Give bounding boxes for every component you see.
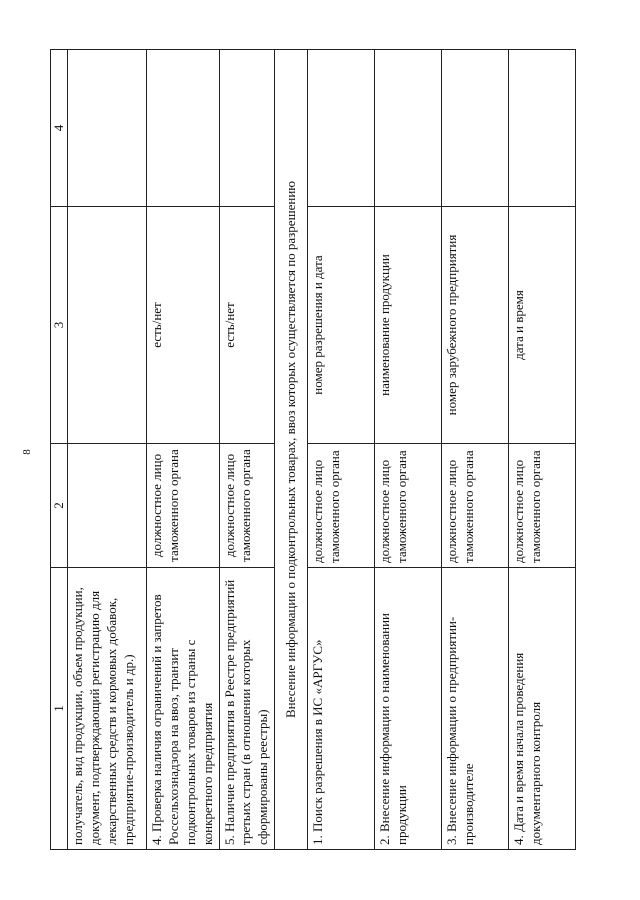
table-cell: 3. Внесение информации о предприятии-производителе bbox=[442, 568, 509, 850]
column-header: 4 bbox=[51, 50, 68, 207]
table-cell: 1. Поиск разрешения в ИС «АРГУС» bbox=[308, 568, 375, 850]
table-cell: 4. Проверка наличия ограничений и запретов Россельхознадзора на ввоз, транзит подконтрольных товаров из страны с конкретного предприятия bbox=[147, 568, 220, 850]
table-row bbox=[308, 50, 375, 850]
table-header-row bbox=[51, 50, 68, 850]
table-cell: есть/нет bbox=[219, 207, 275, 444]
procedure-table bbox=[50, 49, 576, 850]
procedure-table-wrapper bbox=[50, 50, 590, 850]
table-row bbox=[509, 50, 576, 850]
table-cell bbox=[308, 50, 375, 207]
table-cell bbox=[219, 50, 275, 207]
table-cell bbox=[509, 50, 576, 207]
table-row bbox=[219, 50, 275, 850]
column-header: 3 bbox=[51, 207, 68, 444]
table-row bbox=[442, 50, 509, 850]
table-row bbox=[147, 50, 220, 850]
table-cell: должностное лицо таможенного органа bbox=[442, 444, 509, 568]
table-cell: 5. Наличие предприятия в Реестре предприятий третьих стран (в отношении которых сформированы реестры) bbox=[219, 568, 275, 850]
table-cell bbox=[147, 50, 220, 207]
table-cell: 2. Внесение информации о наименовании продукции bbox=[375, 568, 442, 850]
table-cell: должностное лицо таможенного органа bbox=[509, 444, 576, 568]
table-cell: должностное лицо таможенного органа bbox=[219, 444, 275, 568]
table-cell bbox=[375, 50, 442, 207]
table-cell: должностное лицо таможенного органа bbox=[375, 444, 442, 568]
column-header: 2 bbox=[51, 444, 68, 568]
table-cell: дата и время bbox=[509, 207, 576, 444]
table-row bbox=[68, 50, 147, 850]
table-cell bbox=[68, 444, 147, 568]
page-number: 8 bbox=[20, 449, 33, 455]
column-header: 1 bbox=[51, 568, 68, 850]
section-row bbox=[275, 50, 308, 850]
table-cell bbox=[68, 207, 147, 444]
table-cell bbox=[68, 50, 147, 207]
section-title: Внесение информации о подконтрольных товарах, ввоз которых осуществляется по разрешению bbox=[275, 50, 308, 850]
table-cell: должностное лицо таможенного органа bbox=[147, 444, 220, 568]
table-cell: номер разрешения и дата bbox=[308, 207, 375, 444]
table-cell: получатель, вид продукции, объем продукции, документ, подтверждающий регистрацию для лекарственных средств и кормовых добавок, предприятие-производитель и др.) bbox=[68, 568, 147, 850]
table-cell: номер зарубежного предприятия bbox=[442, 207, 509, 444]
table-cell: есть/нет bbox=[147, 207, 220, 444]
table-cell: наименование продукции bbox=[375, 207, 442, 444]
table-row bbox=[375, 50, 442, 850]
table-cell: должностное лицо таможенного органа bbox=[308, 444, 375, 568]
table-cell: 4. Дата и время начала проведения документарного контроля bbox=[509, 568, 576, 850]
table-cell bbox=[442, 50, 509, 207]
rotated-page bbox=[50, 50, 590, 850]
